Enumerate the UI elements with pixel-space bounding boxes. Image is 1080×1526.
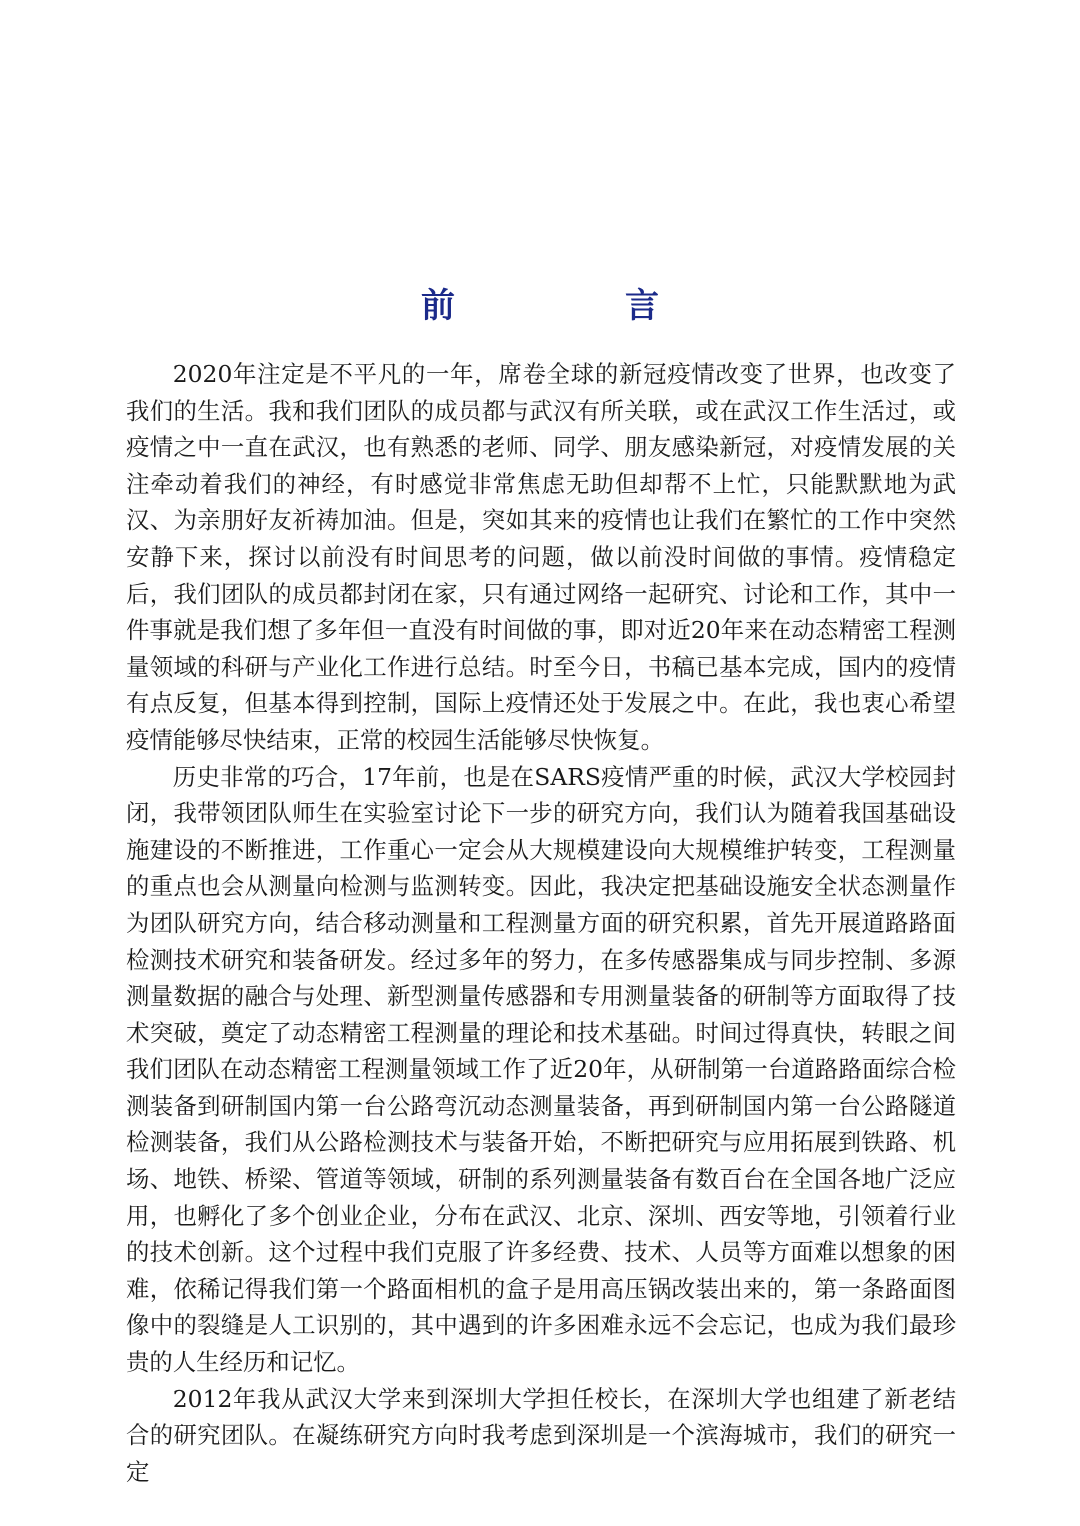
paragraph-2: 历史非常的巧合，17年前，也是在SARS疫情严重的时候，武汉大学校园封闭，我带领团队师生在实验室讨论下一步的研究方向，我们认为随着我国基础设施建设的不断推进，工作重心一定会从大规模建设向大规模维护转变，工程测量的重点也会从测量向检测与监测转变。因此，我决定把基础设施安全状态测量作为团队研究方向，结合移动测量和工程测量方面的研究积累，首先开展道路路面检测技术研究和装备研发。经过多年的努力，在多传感器集成与同步控制、多源测量数据的融合与处理、新型测量传感器和专用测量装备的研制等方面取得了技术突破，奠定了动态精密工程测量的理论和技术基础。时间过得真快，转眼之间我们团队在动态精密工程测量领域工作了近20年，从研制第一台道路路面综合检测装备到研制国内第一台公路弯沉动态测量装备，再到研制国内第一台公路隧道检测装备，我们从公路检测技术与装备开始，不断把研究与应用拓展到铁路、机场、地铁、桥梁、管道等领域，研制的系列测量装备有数百台在全国各地广泛应用，也孵化了多个创业企业，分布在武汉、北京、深圳、西安等地，引领着行业的技术创新。这个过程中我们克服了许多经费、技术、人员等方面难以想象的困难，依稀记得我们第一个路面相机的盒子是用高压锅改装出来的，第一条路面图像中的裂缝是人工识别的，其中遇到的许多困难永远不会忘记，也成为我们最珍贵的人生经历和记忆。 [126, 762, 956, 1377]
paragraph-3: 2012年我从武汉大学来到深圳大学担任校长，在深圳大学也组建了新老结合的研究团队。在凝练研究方向时我考虑到深圳是一个滨海城市，我们的研究一定 [126, 1384, 956, 1486]
paragraph-1: 2020年注定是不平凡的一年，席卷全球的新冠疫情改变了世界，也改变了我们的生活。我和我们团队的成员都与武汉有所关联，或在武汉工作生活过，或疫情之中一直在武汉，也有熟悉的老师、同学、朋友感染新冠，对疫情发展的关注牵动着我们的神经，有时感觉非常焦虑无助但却帮不上忙，只能默默地为武汉、为亲朋好友祈祷加油。但是，突如其来的疫情也让我们在繁忙的工作中突然安静下来，探讨以前没有时间思考的问题，做以前没时间做的事情。疫情稳定后，我们团队的成员都封闭在家，只有通过网络一起研究、讨论和工作，其中一件事就是我们想了多年但一直没有时间做的事，即对近20年来在动态精密工程测量领域的科研与产业化工作进行总结。时至今日，书稿已基本完成，国内的疫情有点反复，但基本得到控制，国际上疫情还处于发展之中。在此，我也衷心希望疫情能够尽快结束，正常的校园生活能够尽快恢复。 [126, 360, 956, 754]
preface-body [126, 356, 956, 1490]
page-title: 前 言 [421, 286, 727, 326]
